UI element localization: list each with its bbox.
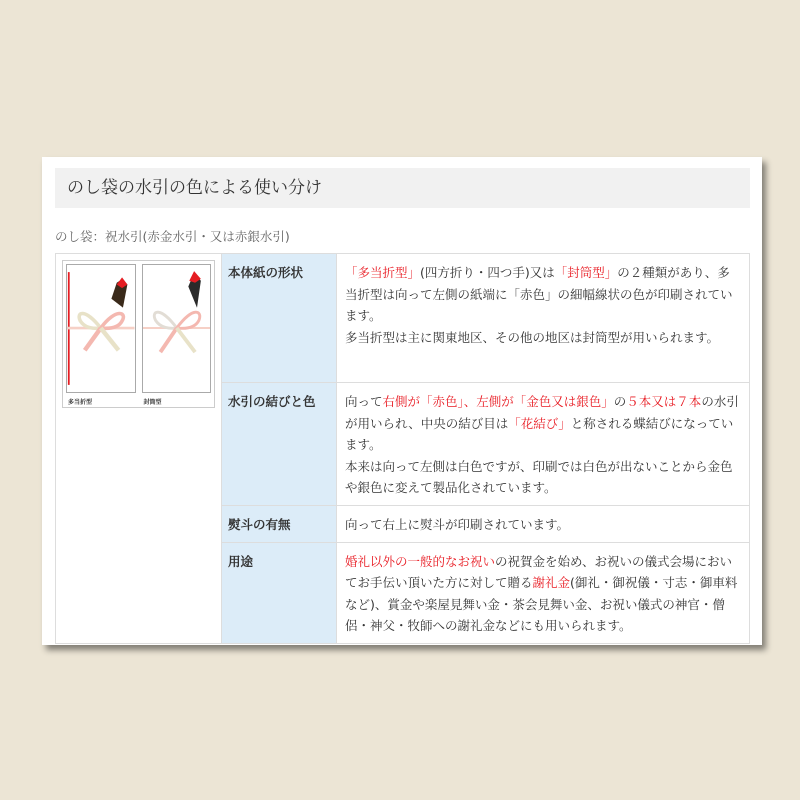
image-caption: 多当折型: [68, 399, 93, 406]
body-text: の水引が用いられ、中央の結び目は: [345, 394, 739, 431]
content-card: [42, 157, 762, 645]
body-text: 本来は向って左側は白色ですが、印刷では白色が出ないことから金色や銀色に変えて製品化されています。: [345, 458, 733, 495]
row-label: 用途: [222, 542, 337, 643]
row-text: [337, 254, 750, 383]
body-text: 向って右上に熨斗が印刷されています。: [345, 516, 570, 532]
subtitle: のし袋：祝水引(赤金水引・又は赤銀水引): [55, 229, 290, 244]
row-text: [337, 542, 750, 643]
body-text: と称される蝶結びになっています。: [345, 415, 734, 452]
tatouori-image: [66, 264, 136, 404]
info-table: [55, 253, 750, 644]
highlight-text: 「花結び」: [508, 415, 571, 431]
noshi-envelope-futou-icon: [143, 265, 211, 392]
body-text: (御礼・御祝儀・寸志・御車料など)、賞金や楽屋見舞い金・茶会見舞い金、お祝い儀式の神官・僧侶・神父・牧師への謝礼金などにも用いられます。: [345, 575, 738, 633]
row-text: [337, 383, 750, 506]
noshi-envelope-tatouori-icon: [67, 265, 135, 392]
table-row: [56, 254, 750, 383]
highlight-text: ５本又は７本: [626, 394, 702, 409]
body-text: の祝賀金を始め、お祝いの儀式会場においてお手伝い頂いた方に対して贈る: [345, 553, 733, 590]
body-text: の２種類があり、多当折型は向って左側の紙端に「赤色」の細幅線状の色が印刷されています。: [345, 265, 733, 323]
row-text: [337, 505, 750, 542]
highlight-text: 婚礼以外の一般的なお祝い: [345, 553, 496, 569]
noshi-image-cell: [56, 254, 222, 644]
futou-image: [142, 264, 212, 404]
highlight-text: 右側が「赤色」、左側が「金色又は銀色」: [382, 394, 614, 409]
body-text: 多当折型は主に関東地区、その他の地区は封筒型が用いられます。: [345, 329, 720, 345]
body-text: の: [613, 394, 627, 409]
highlight-text: 「封筒型」: [554, 265, 618, 280]
row-label: 熨斗の有無: [222, 505, 337, 542]
section-title: のし袋の水引の色による使い分け: [55, 168, 750, 208]
highlight-text: 謝礼金: [532, 575, 571, 590]
body-text: (四方折り・四つ手)又は: [420, 265, 555, 280]
row-label: 水引の結びと色: [222, 383, 337, 506]
body-text: 向って: [345, 394, 383, 409]
row-label: 本体紙の形状: [222, 254, 337, 383]
image-caption: 封筒型: [143, 399, 162, 406]
highlight-text: 「多当折型」: [345, 265, 421, 280]
